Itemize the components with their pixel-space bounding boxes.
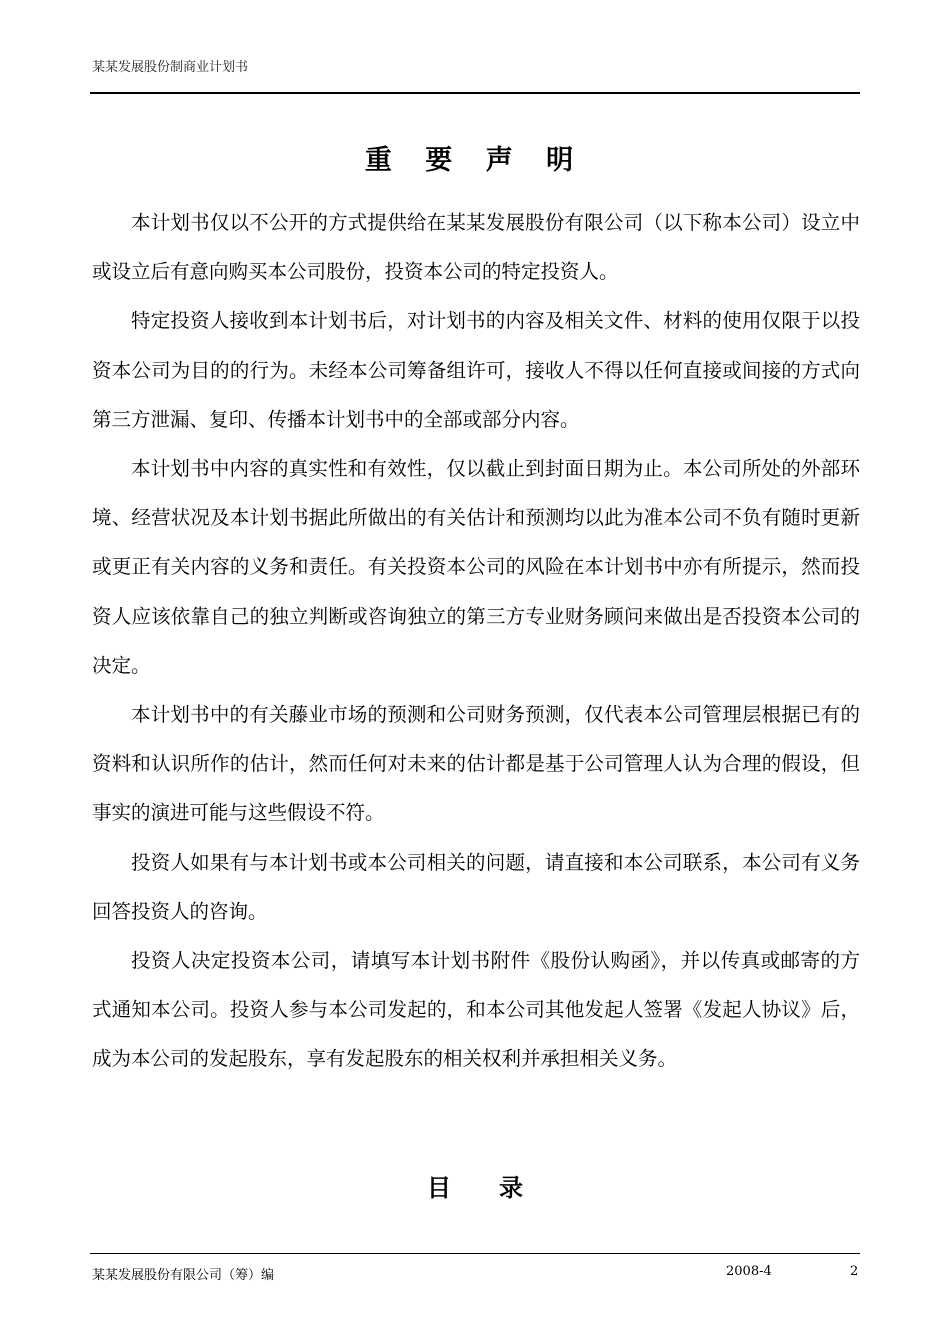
declaration-body xyxy=(92,198,860,1084)
paragraph-5: 投资人如果有与本计划书或本公司相关的问题，请直接和本公司联系，本公司有义务回答投资人的咨询。 xyxy=(92,850,860,923)
paragraph-3: 本计划书中内容的真实性和有效性，仅以截止到封面日期为止。本公司所处的外部环境、经营状况及本计划书据此所做出的有关估计和预测均以此为准本公司不负有随时更新或更正有关内容的义务和责任。有关投资本公司的风险在本计划书中亦有所提示，然而投资人应该依靠自己的独立判断或咨询独立的第三方专业财务顾问来做出是否投资本公司的决定。 xyxy=(92,457,860,677)
paragraph-6: 投资人决定投资本公司，请填写本计划书附件《股份认购函》，并以传真或邮寄的方式通知本公司。投资人参与本公司发起的，和本公司其他发起人签署《发起人协议》后，成为本公司的发起股东，享有发起股东的相关权利并承担相关义务。 xyxy=(92,949,860,1071)
page-title: 重 要 声 明 xyxy=(364,145,586,176)
running-header: 某某发展股份制商业计划书 xyxy=(92,60,249,75)
page-number: 2 xyxy=(850,1264,859,1279)
paragraph-4: 本计划书中的有关藤业市场的预测和公司财务预测，仅代表本公司管理层根据已有的资料和认识所作的估计，然而任何对未来的估计都是基于公司管理人认为合理的假设，但事实的演进可能与这些假设不符。 xyxy=(92,703,860,825)
toc-heading: 目录 xyxy=(427,1174,571,1202)
footer-divider xyxy=(90,1253,860,1254)
header-divider xyxy=(90,92,860,94)
paragraph-2: 特定投资人接收到本计划书后，对计划书的内容及相关文件、材料的使用仅限于以投资本公司为目的的行为。未经本公司筹备组许可，接收人不得以任何直接或间接的方式向第三方泄漏、复印、传播本计划书中的全部或部分内容。 xyxy=(92,309,860,431)
footer-date: 2008-4 xyxy=(726,1264,772,1279)
footer-editor: 某某发展股份有限公司（筹）编 xyxy=(92,1268,275,1283)
paragraph-1: 本计划书仅以不公开的方式提供给在某某发展股份有限公司（以下称本公司）设立中或设立后有意向购买本公司股份，投资本公司的特定投资人。 xyxy=(92,211,860,284)
